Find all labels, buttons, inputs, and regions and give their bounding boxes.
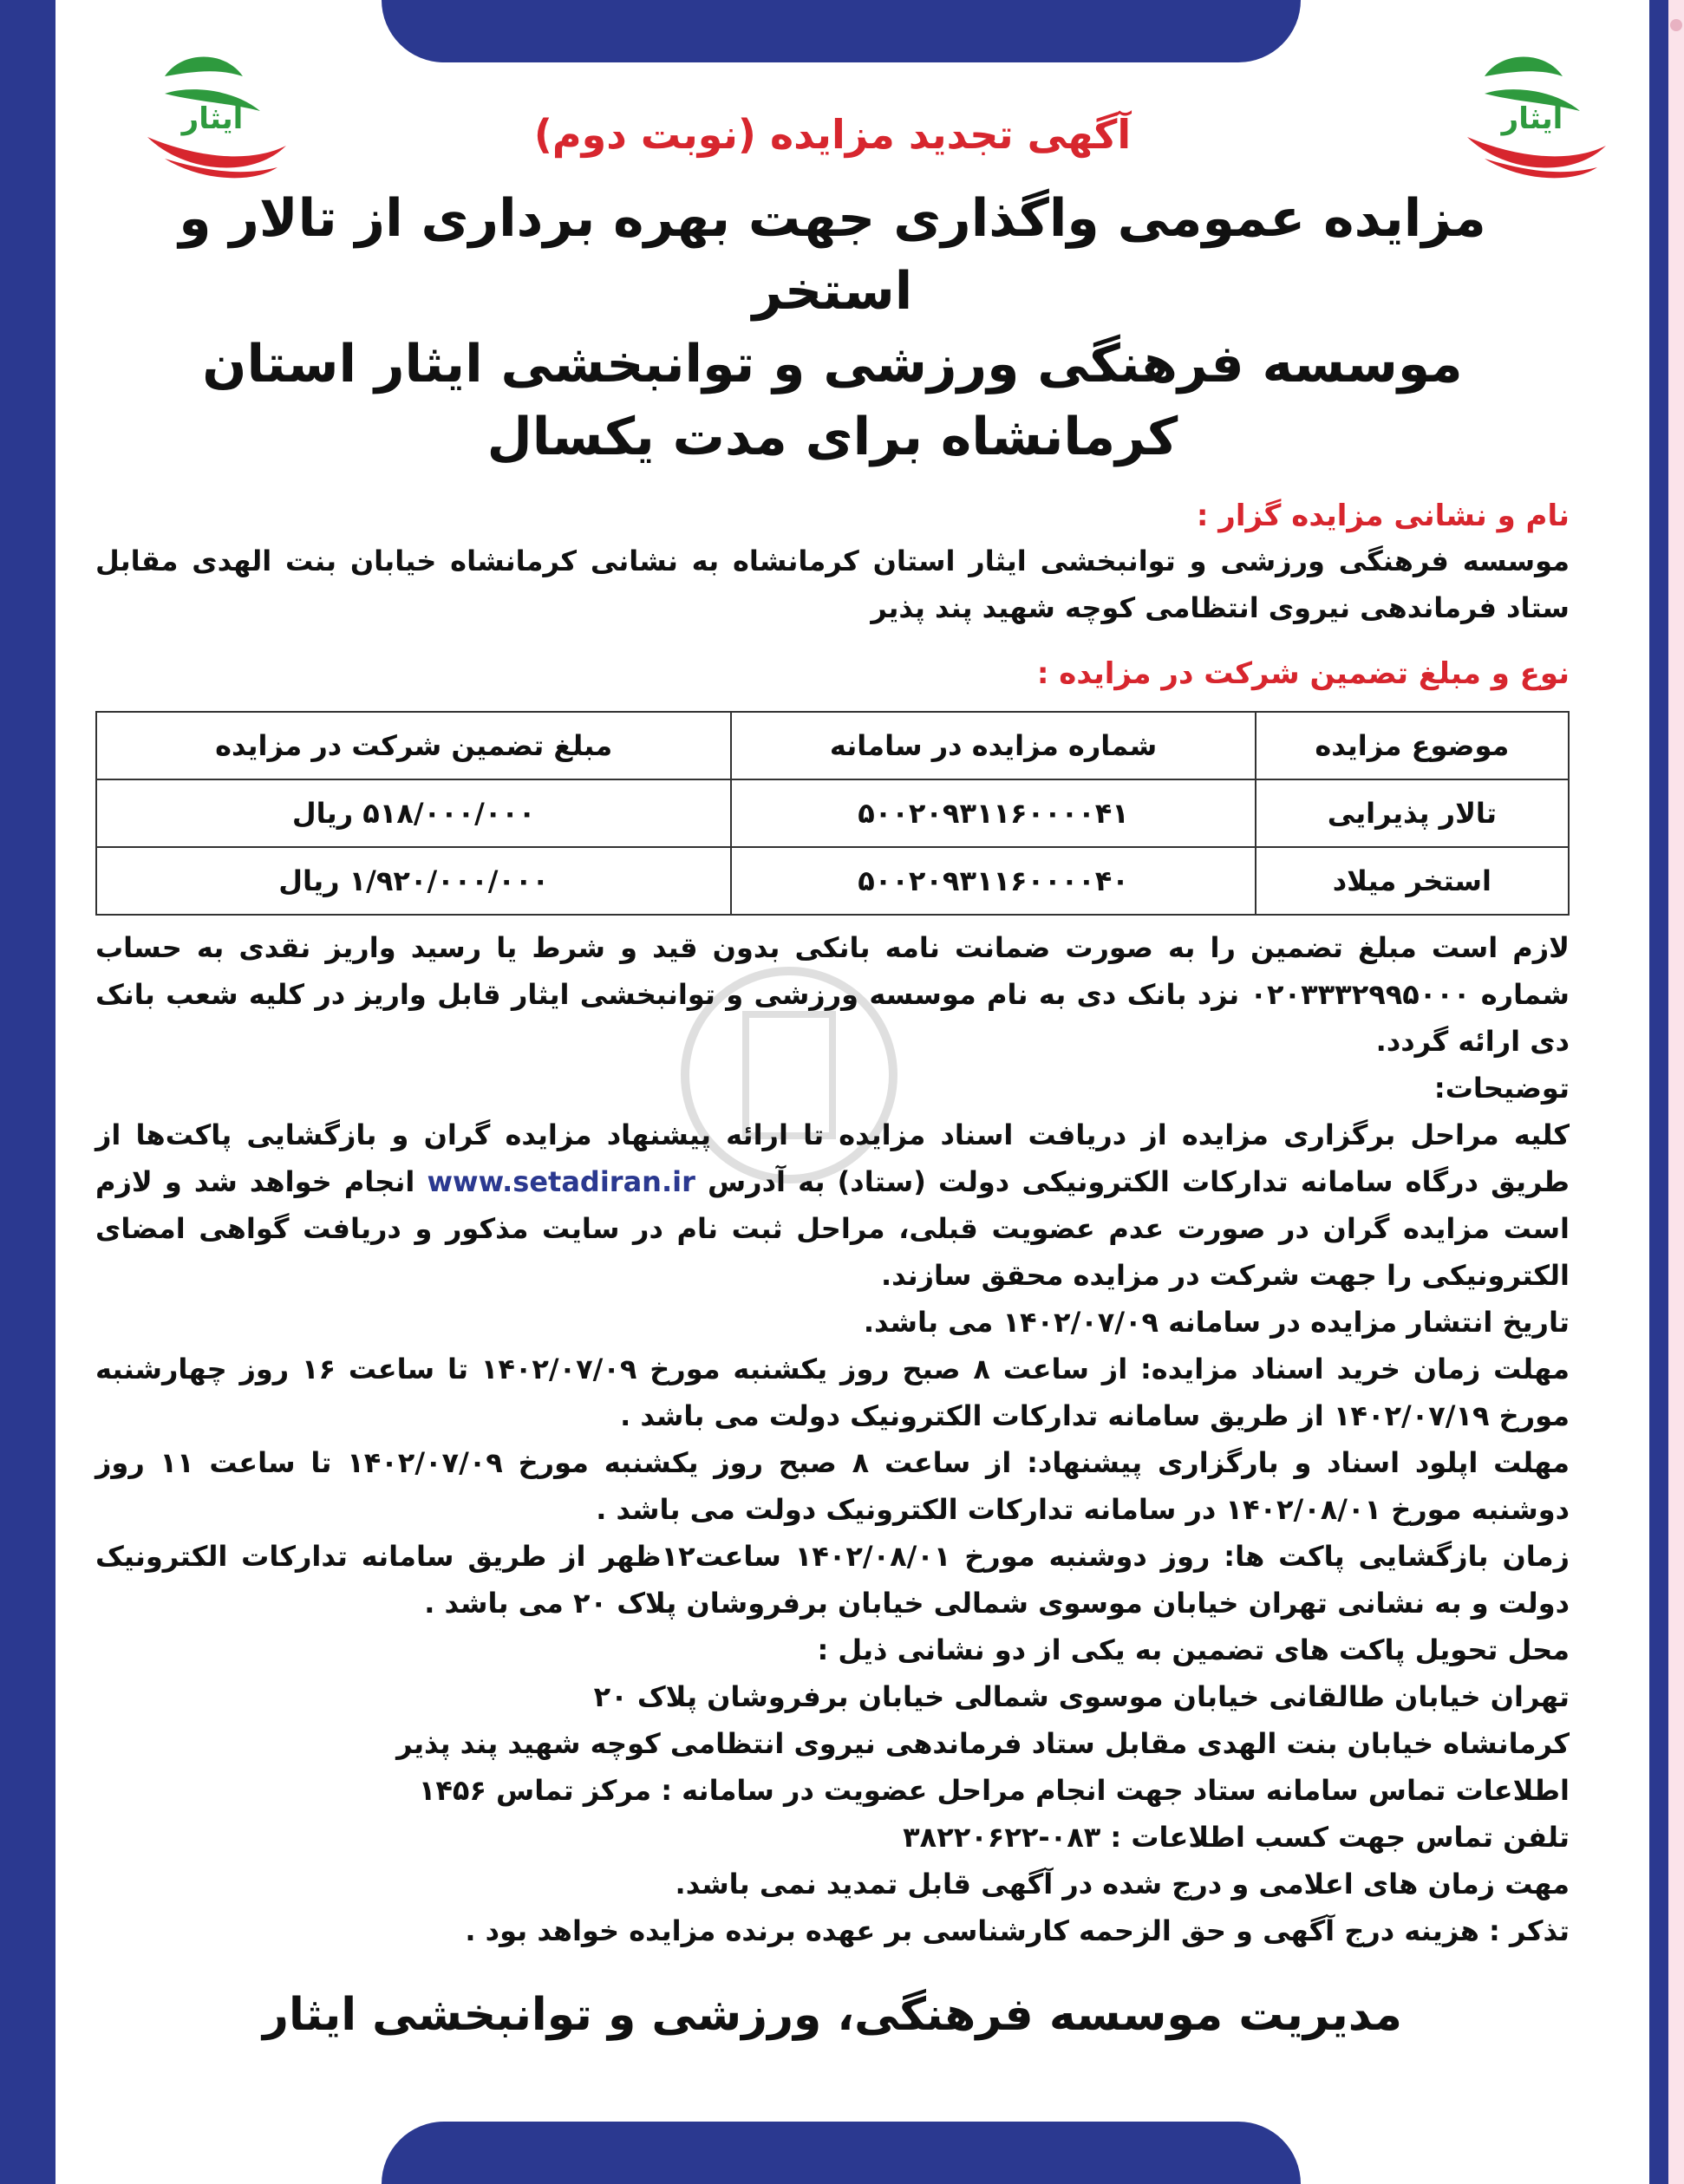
organizer-text: موسسه فرهنگی ورزشی و توانبخشی ایثار استان کرمانشاه به نشانی کرمانشاه خیابان بنت الهدی مقابل ستاد فرماندهی نیروی انتظامی کوچه شهید پند پذیر [95,544,1570,624]
organizer-heading: نام و نشانی مزایده گزار : [1196,499,1570,533]
address-kermanshah: کرمانشاه خیابان بنت الهدی مقابل ستاد فرماندهی نیروی انتظامی کوچه شهید پند پذیر [396,1727,1570,1760]
non-extendable-note: مهت زمان های اعلامی و درج شده در آگهی قابل تمدید نمی باشد. [675,1868,1570,1900]
edge-dot [1670,19,1682,31]
table-row [96,847,1569,915]
headline-line-1: مزایده عمومی واگذاری جهت بهره برداری از تالار و استخر [179,188,1486,322]
notes-text-1: کلیه مراحل برگزاری مزایده از دریافت اسناد مزایده تا ارائه پیشنهاد مزایده گران و بازگشایی پاکت‌ها از طریق درگاه سامانه تدارکات الکترونیکی دولت (ستاد) به آدرس [95,1118,1570,1198]
notice-title: آگهی تجدید مزایده (نوبت دوم) [533,111,1132,158]
table-cell: ۵۱۸/۰۰۰/۰۰۰ ریال [96,779,731,847]
setad-link[interactable]: www.setadiran.ir [427,1165,695,1198]
purchase-deadline: مهلت زمان خرید اسناد مزایده: از ساعت ۸ صبح روز یکشنبه مورخ ۱۴۰۲/۰۷/۰۹ تا ساعت ۱۶ روز چهارشنبه مورخ ۱۴۰۲/۰۷/۱۹ از طریق سامانه تدارکات الکترونیک دولت می باشد . [95,1353,1570,1432]
payment-text: لازم است مبلغ تضمین را به صورت ضمانت نامه بانکی بدون قید و شرط یا رسید واریز نقدی به حساب شماره ۰۲۰۳۳۳۲۹۹۵۰۰۰ نزد بانک دی به نام موسسه ورزشی و توانبخشی ایثار قابل واریز در کلیه شعب بانک دی ارائه گردد. [95,931,1570,1058]
table-row [96,779,1569,847]
top-cap [382,0,1301,62]
table-header-cell: مبلغ تضمین شرکت در مزایده [96,712,731,779]
notice-content [95,95,1570,2041]
address-tehran: تهران خیابان طالقانی خیابان موسوی شمالی خیابان برفروشان پلاک ۲۰ [593,1680,1570,1713]
page-edge-strip [1668,0,1684,2184]
auction-table [95,711,1570,916]
table-header-cell: شماره مزایده در سامانه [731,712,1255,779]
footer-signature: مدیریت موسسه فرهنگی، ورزشی و توانبخشی ایثار [263,1989,1402,2041]
headline-line-2: موسسه فرهنگی ورزشی و توانبخشی ایثار استان کرمانشاه برای مدت یکسال [202,334,1463,467]
table-cell: استخر میلاد [1256,847,1569,915]
table-header-cell: موضوع مزایده [1256,712,1569,779]
publish-date: تاریخ انتشار مزایده در سامانه ۱۴۰۲/۰۷/۰۹ می باشد. [863,1306,1570,1339]
notes-paragraph [95,1112,1570,1299]
reminder-note: تذکر : هزینه درج آگهی و حق الزحمه کارشناسی بر عهده برنده مزایده خواهد بود . [465,1914,1570,1947]
delivery-heading: محل تحویل پاکت های تضمین به یکی از دو نشانی ذیل : [817,1633,1570,1666]
guarantee-heading: نوع و مبلغ تضمین شرکت در مزایده : [1036,656,1570,691]
upload-deadline: مهلت اپلود اسناد و بارگزاری پیشنهاد: از ساعت ۸ صبح روز یکشنبه مورخ ۱۴۰۲/۰۷/۰۹ تا ساعت ۱۱ روز دوشنبه مورخ ۱۴۰۲/۰۸/۰۱ در سامانه تدارکات الکترونیک دولت می باشد . [95,1446,1570,1526]
table-cell: ۵۰۰۲۰۹۳۱۱۶۰۰۰۰۴۱ [731,779,1255,847]
bottom-cap [382,2122,1301,2184]
opening-time: زمان بازگشایی پاکت ها: روز دوشنبه مورخ ۱۴۰۲/۰۸/۰۱ ساعت۱۲ظهر از طریق سامانه تدارکات الکترونیک دولت و به نشانی تهران خیابان موسوی شمالی خیابان برفروشان پلاک ۲۰ می باشد . [95,1540,1570,1620]
phone-number: تلفن تماس جهت کسب اطلاعات : ۰۸۳-۳۸۲۲۰۶۲۲ [903,1821,1570,1854]
logo-lettering: ایثار [1501,101,1563,136]
notes-text-2: انجام خواهد شد و لازم است مزایده گران در صورت عدم عضویت قبلی، مراحل ثبت نام در سایت مذکور و دریافت گواهی امضای الکترونیکی را جهت شرکت در مزایده محقق سازند. [95,1165,1570,1292]
logo-lettering: ایثار [181,101,244,136]
table-header-row [96,712,1569,779]
notes-heading: توضیحات: [1433,1072,1570,1105]
setad-contact: اطلاعات تماس سامانه ستاد جهت انجام مراحل عضویت در سامانه : مرکز تماس ۱۴۵۶ [418,1774,1570,1807]
table-cell: ۱/۹۲۰/۰۰۰/۰۰۰ ریال [96,847,731,915]
table-cell: تالار پذیرایی [1256,779,1569,847]
table-cell: ۵۰۰۲۰۹۳۱۱۶۰۰۰۰۴۰ [731,847,1255,915]
